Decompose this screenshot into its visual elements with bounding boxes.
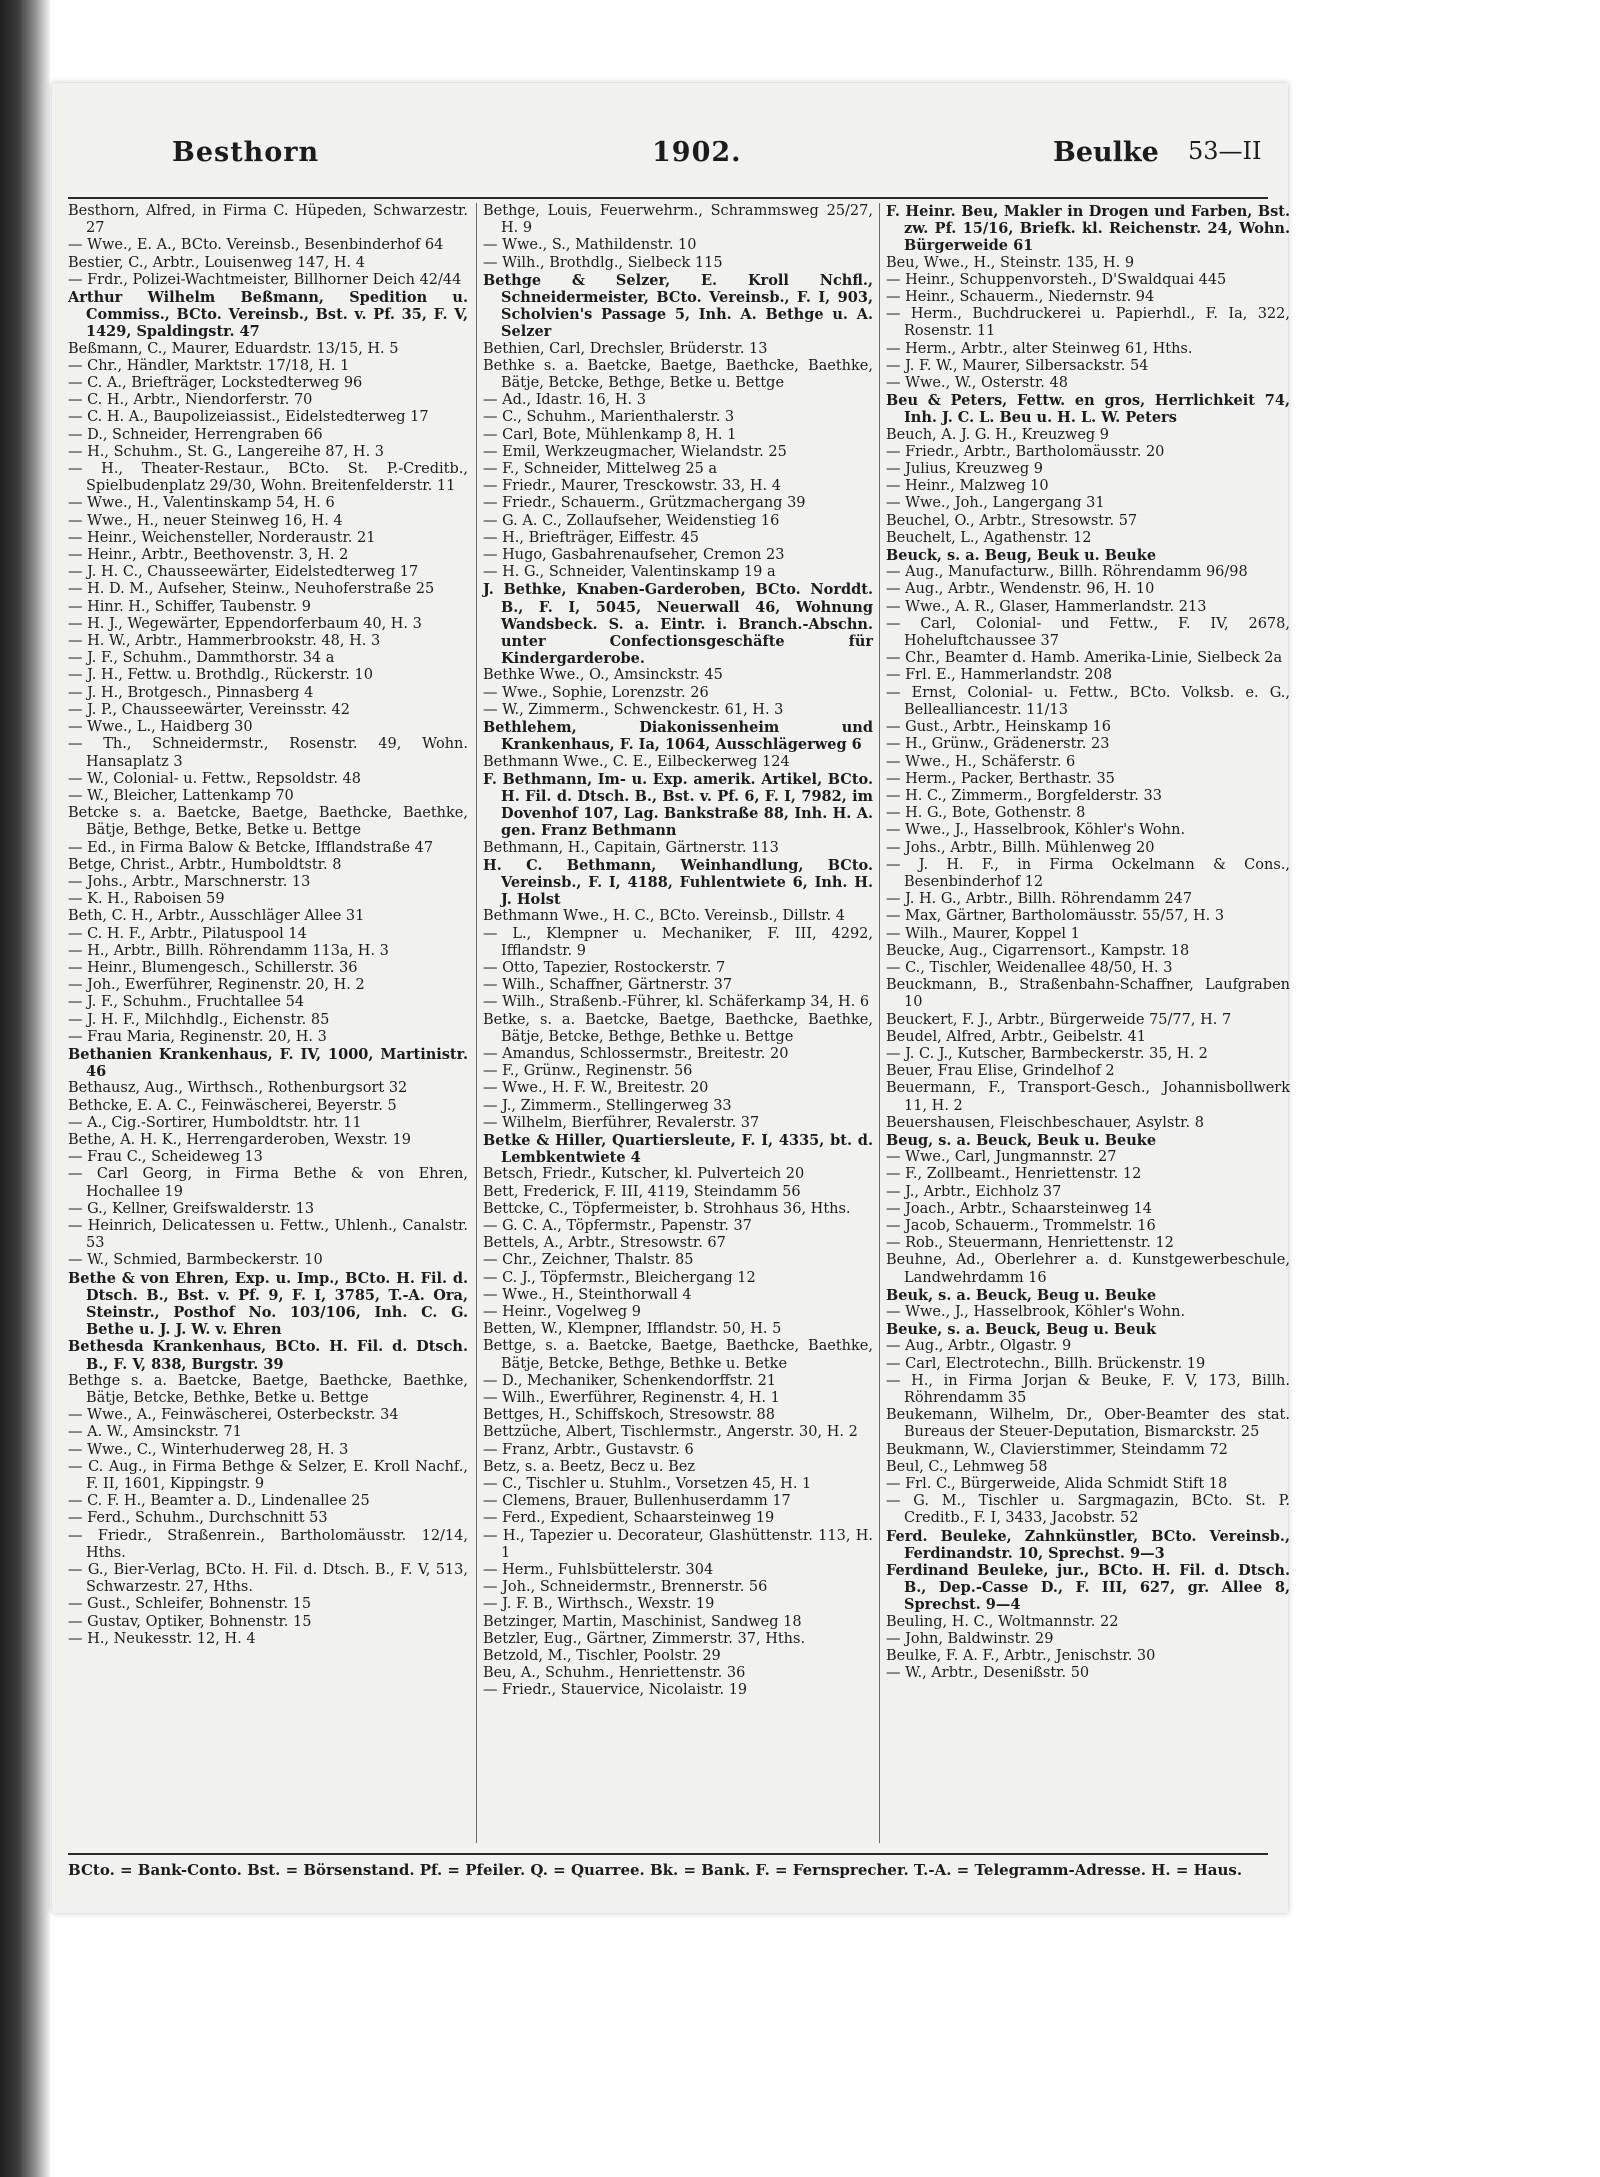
directory-entry: — Wilh., Ewerführer, Reginenstr. 4, H. 1 [483, 1390, 780, 1407]
directory-entry: Betz, s. a. Beetz, Becz u. Bez [483, 1458, 695, 1475]
column-3 [886, 203, 1290, 1843]
abbreviation-legend: BCto. = Bank-Conto. Bst. = Börsenstand. Pf. = Pfeiler. Q. = Quarree. Bk. = Bank. F. = Fernsprecher. T.-A. = Telegramm-Adresse. H. = Haus. [68, 1853, 1268, 1879]
directory-entry: — Frau C., Scheideweg 13 [68, 1149, 263, 1166]
directory-entry: — Ed., in Firma Balow & Betcke, Ifflandstraße 47 [68, 839, 434, 856]
directory-entry: — F., Schneider, Mittelweg 25 a [483, 461, 718, 478]
directory-entry: Beul, C., Lehmweg 58 [886, 1458, 1048, 1475]
directory-entry: Betzinger, Martin, Maschinist, Sandweg 18 [483, 1613, 802, 1630]
header-year: 1902. [652, 137, 742, 168]
directory-entry: Beuling, H. C., Woltmannstr. 22 [886, 1613, 1119, 1630]
column-2 [476, 203, 880, 1843]
directory-entry: — Heinr., Schuppenvorsteh., D'Swaldquai 445 [886, 271, 1227, 288]
directory-entry: Beuckmann, B., Straßenbahn-Schaffner, Laufgraben 10 [886, 977, 1290, 1011]
directory-entry: Bestier, C., Arbtr., Louisenweg 147, H. 4 [68, 254, 365, 271]
directory-entry: Bethe & von Ehren, Exp. u. Imp., BCto. H. Fil. d. Dtsch. B., Bst. v. Pf. 9, F. I, 3785, T.-A. Ora, Steinstr., Posthof No. 103/106, Inh. C. G. Bethe u. J. J. W. v. Ehren [68, 1269, 468, 1339]
directory-entry: — Chr., Zeichner, Thalstr. 85 [483, 1252, 694, 1269]
page-header [68, 127, 1268, 199]
directory-entry: — Aug., Manufacturw., Billh. Röhrendamm 96/98 [886, 564, 1248, 581]
directory-entry: Bethke Wwe., O., Amsinckstr. 45 [483, 667, 723, 684]
directory-entry: — Chr., Beamter d. Hamb. Amerika-Linie, Sielbeck 2a [886, 650, 1283, 667]
directory-entry: — Frdr., Polizei-Wachtmeister, Billhorner Deich 42/44 [68, 271, 462, 288]
directory-entry: — Gust., Arbtr., Heinskamp 16 [886, 719, 1111, 736]
directory-entry: — H. G., Schneider, Valentinskamp 19 a [483, 564, 776, 581]
directory-entry: — Joh., Schneidermstr., Brennerstr. 56 [483, 1579, 768, 1596]
directory-entry: — Julius, Kreuzweg 9 [886, 461, 1043, 478]
directory-entry: — Wwe., H., Valentinskamp 54, H. 6 [68, 495, 335, 512]
directory-entry: Beuke, s. a. Beuck, Beug u. Beuk [886, 1321, 1157, 1339]
directory-entry: — H., in Firma Jorjan & Beuke, F. V, 173, Billh. Röhrendamm 35 [886, 1372, 1290, 1407]
directory-entry: — J. F., Schuhm., Fruchtallee 54 [68, 994, 305, 1011]
directory-entry: — H., Tapezier u. Decorateur, Glashüttenstr. 113, H. 1 [483, 1527, 873, 1561]
directory-entry: — Friedr., Arbtr., Bartholomäusstr. 20 [886, 443, 1165, 460]
directory-entry: — C. H. A., Baupolizeiassist., Eidelstedterweg 17 [68, 409, 429, 426]
directory-entry: — W., Arbtr., Desenißstr. 50 [886, 1665, 1090, 1682]
directory-entry: Betge, Christ., Arbtr., Humboldtstr. 8 [68, 856, 342, 873]
directory-entry: — Wwe., Carl, Jungmannstr. 27 [886, 1149, 1117, 1166]
directory-entry: Bethmann Wwe., H. C., BCto. Vereinsb., Dillstr. 4 [483, 908, 845, 925]
directory-entry: — Wwe., L., Haidberg 30 [68, 719, 253, 736]
directory-entry: — A. W., Amsinckstr. 71 [68, 1424, 242, 1441]
directory-entry: — Carl, Colonial- und Fettw., F. IV, 2678, Hoheluftchaussee 37 [886, 615, 1290, 650]
directory-entry: — Wwe., W., Osterstr. 48 [886, 375, 1068, 392]
directory-entry: — H. D. M., Aufseher, Steinw., Neuhoferstraße 25 [68, 581, 435, 598]
directory-entry: — C. Aug., in Firma Bethge & Selzer, E. Kroll Nachf., F. II, 1601, Kippingstr. 9 [68, 1458, 468, 1493]
directory-entry: — Carl, Bote, Mühlenkamp 8, H. 1 [483, 426, 737, 443]
directory-entry: — Wilhelm, Bierführer, Revalerstr. 37 [483, 1114, 760, 1131]
directory-entry: J. Bethke, Knaben-Garderoben, BCto. Norddt. B., F. I, 5045, Neuerwall 46, Wohnung Wandsbeck. S. a. Eintr. i. Branch.-Abschn. unter Confectionsgeschäfte für Kindergarderobe. [483, 581, 873, 668]
directory-entry: Betke & Hiller, Quartiersleute, F. I, 4335, bt. d. Lembkentwiete 4 [483, 1131, 873, 1167]
directory-entry: — Rob., Steuermann, Henriettenstr. 12 [886, 1235, 1174, 1252]
directory-entry: — J. H. G., Arbtr., Billh. Röhrendamm 247 [886, 891, 1193, 908]
directory-entry: — Wilh., Schaffner, Gärtnerstr. 37 [483, 977, 733, 994]
directory-entry: — Heinrich, Delicatessen u. Fettw., Uhlenh., Canalstr. 53 [68, 1217, 468, 1252]
directory-entry: — Wwe., Joh., Langergang 31 [886, 495, 1105, 512]
directory-entry: Beuchel, O., Arbtr., Stresowstr. 57 [886, 512, 1138, 529]
directory-entry: — Heinr., Arbtr., Beethovenstr. 3, H. 2 [68, 547, 349, 564]
directory-entry: Arthur Wilhelm Beßmann, Spedition u. Commiss., BCto. Vereinsb., Bst. v. Pf. 35, F. V, 1429, Spaldingstr. 47 [68, 289, 468, 341]
directory-entry: Beu, A., Schuhm., Henriettenstr. 36 [483, 1665, 746, 1682]
directory-entry: — Frau Maria, Reginenstr. 20, H. 3 [68, 1028, 327, 1045]
directory-entry: — C. A., Briefträger, Lockstedterweg 96 [68, 375, 363, 392]
directory-entry: — H., Briefträger, Eiffestr. 45 [483, 529, 699, 546]
directory-entry: Beuchelt, L., Agathenstr. 12 [886, 529, 1092, 546]
directory-entry: F. Heinr. Beu, Makler in Drogen und Farben, Bst. zw. Pf. 15/16, Briefk. kl. Reichenstr. 24, Wohn. Bürgerweide 61 [886, 203, 1290, 255]
directory-entry: — Frl. E., Hammerlandstr. 208 [886, 667, 1113, 684]
directory-entry: Beuermann, F., Transport-Gesch., Johannisbollwerk 11, H. 2 [886, 1080, 1290, 1114]
directory-entry: — G., Bier-Verlag, BCto. H. Fil. d. Dtsch. B., F. V, 513, Schwarzestr. 27, Hths. [68, 1562, 468, 1596]
directory-entry: — Wwe., E. A., BCto. Vereinsb., Besenbinderhof 64 [68, 237, 444, 254]
directory-entry: — Hinr. H., Schiffer, Taubenstr. 9 [68, 598, 312, 615]
directory-entry: Betke, s. a. Baetcke, Baetge, Baethcke, Baethke, Bätje, Betcke, Bethge, Bethke u. Bettge [483, 1011, 873, 1045]
directory-entry: — Heinr., Blumengesch., Schillerstr. 36 [68, 959, 358, 976]
directory-entry: — Herm., Fuhlsbüttelerstr. 304 [483, 1562, 714, 1579]
directory-entry: Ferdinand Beuleke, jur., BCto. H. Fil. d. Dtsch. B., Dep.-Casse D., F. III, 627, gr. Allee 8, Sprechst. 9—4 [886, 1562, 1290, 1614]
directory-entry: Bethge, Louis, Feuerwehrm., Schrammsweg 25/27, H. 9 [483, 203, 873, 237]
directory-entry: — Heinr., Malzweg 10 [886, 478, 1049, 495]
directory-entry: — Otto, Tapezier, Rostockerstr. 7 [483, 959, 726, 976]
directory-entry: — C. H. F., Arbtr., Pilatuspool 14 [68, 925, 307, 942]
directory-entry: — Heinr., Schauerm., Niedernstr. 94 [886, 289, 1155, 306]
directory-entry: — Ad., Idastr. 16, H. 3 [483, 392, 646, 409]
directory-entry: — C. J., Töpfermstr., Bleichergang 12 [483, 1269, 756, 1286]
directory-entry: — Aug., Arbtr., Wendenstr. 96, H. 10 [886, 581, 1155, 598]
directory-entry: — Ferd., Schuhm., Durchschnitt 53 [68, 1510, 328, 1527]
directory-entry: — J. H., Fettw. u. Brothdlg., Rückerstr. 10 [68, 667, 373, 684]
directory-entry: — Frl. C., Bürgerweide, Alida Schmidt Stift 18 [886, 1476, 1228, 1493]
directory-entry: Bethanien Krankenhaus, F. IV, 1000, Martinistr. 46 [68, 1045, 468, 1081]
directory-entry: Bettcke, C., Töpfermeister, b. Strohhaus 36, Hths. [483, 1200, 851, 1217]
directory-entry: Beulke, F. A. F., Arbtr., Jenischstr. 30 [886, 1648, 1156, 1665]
directory-entry: Beuck, s. a. Beug, Beuk u. Beuke [886, 547, 1157, 565]
directory-entry: Beuhne, Ad., Oberlehrer a. d. Kunstgewerbeschule, Landwehrdamm 16 [886, 1252, 1290, 1286]
directory-entry: — C., Tischler u. Stuhlm., Vorsetzen 45, H. 1 [483, 1476, 812, 1493]
directory-entry: — W., Schmied, Barmbeckerstr. 10 [68, 1252, 323, 1269]
directory-entry: Beuer, Frau Elise, Grindelhof 2 [886, 1063, 1115, 1080]
directory-entry: — C. F. H., Beamter a. D., Lindenallee 25 [68, 1493, 370, 1510]
directory-entry: — J. F. B., Wirthsch., Wexstr. 19 [483, 1596, 715, 1613]
directory-entry: Ferd. Beuleke, Zahnkünstler, BCto. Vereinsb., Ferdinandstr. 10, Sprechst. 9—3 [886, 1527, 1290, 1562]
directory-entry: Beudel, Alfred, Arbtr., Geibelstr. 41 [886, 1028, 1147, 1045]
directory-entry: Bethien, Carl, Drechsler, Brüderstr. 13 [483, 340, 768, 357]
directory-entry: Bethcke, E. A. C., Feinwäscherei, Beyerstr. 5 [68, 1097, 397, 1114]
directory-entry: — Franz, Arbtr., Gustavstr. 6 [483, 1441, 694, 1458]
directory-entry: Bethke s. a. Baetcke, Baetge, Baethcke, Baethke, Bätje, Betcke, Bethge, Betke u. Bettge [483, 357, 873, 392]
directory-entry: — J. C. J., Kutscher, Barmbeckerstr. 35, H. 2 [886, 1045, 1208, 1062]
directory-entry: — Heinr., Weichensteller, Norderaustr. 21 [68, 529, 376, 546]
directory-entry: — C., Tischler, Weidenallee 48/50, H. 3 [886, 959, 1173, 976]
directory-entry: — W., Bleicher, Lattenkamp 70 [68, 787, 294, 804]
directory-entry: — Emil, Werkzeugmacher, Wielandstr. 25 [483, 443, 787, 460]
directory-entry: Bett, Frederick, F. III, 4119, Steindamm 56 [483, 1183, 801, 1200]
directory-entry: — Wilh., Maurer, Koppel 1 [886, 925, 1080, 942]
directory-entry: — G., Kellner, Greifswalderstr. 13 [68, 1200, 315, 1217]
directory-entry: Bethmann Wwe., C. E., Eilbeckerweg 124 [483, 753, 790, 770]
directory-entry: Bethe, A. H. K., Herrengarderoben, Wexstr. 19 [68, 1131, 411, 1148]
directory-entry: — J., Zimmerm., Stellingerweg 33 [483, 1097, 732, 1114]
directory-entry: Bettge, s. a. Baetcke, Baetge, Baethcke, Baethke, Bätje, Betcke, Bethge, Bethke u. Betke [483, 1338, 873, 1372]
directory-entry: Beu & Peters, Fettw. en gros, Herrlichkeit 74, Inh. J. C. L. Beu u. H. L. W. Peters [886, 392, 1290, 427]
directory-entry: — J. F., Schuhm., Dammthorstr. 34 a [68, 650, 335, 667]
directory-entry: — C. H., Arbtr., Niendorferstr. 70 [68, 392, 313, 409]
directory-entry: — J. H., Brotgesch., Pinnasberg 4 [68, 684, 314, 701]
directory-entry: — Friedr., Schauerm., Grützmachergang 39 [483, 495, 806, 512]
directory-entry: Bethlehem, Diakonissenheim und Krankenhaus, F. Ia, 1064, Ausschlägerweg 6 [483, 719, 873, 754]
directory-entry: Beth, C. H., Arbtr., Ausschläger Allee 31 [68, 908, 365, 925]
directory-entry: — Ernst, Colonial- u. Fettw., BCto. Volksb. e. G., Bellealliancestr. 11/13 [886, 684, 1290, 718]
directory-entry: Bettges, H., Schiffskoch, Stresowstr. 88 [483, 1407, 775, 1424]
directory-entry: Bethge & Selzer, E. Kroll Nchfl., Schneidermeister, BCto. Vereinsb., F. I, 903, Scholvien's Passage 5, Inh. A. Bethge u. A. Selzer [483, 271, 873, 341]
directory-entry: — F., Grünw., Reginenstr. 56 [483, 1063, 693, 1080]
directory-entry: — Carl Georg, in Firma Bethe & von Ehren, Hochallee 19 [68, 1166, 468, 1200]
directory-entry: — Friedr., Stauervice, Nicolaistr. 19 [483, 1682, 748, 1699]
directory-entry: — Johs., Arbtr., Billh. Mühlenweg 20 [886, 839, 1155, 856]
directory-entry: — Wwe., C., Winterhuderweg 28, H. 3 [68, 1441, 349, 1458]
directory-entry: — Ferd., Expedient, Schaarsteinweg 19 [483, 1510, 775, 1527]
directory-entry: — A., Cig.-Sortirer, Humboldtstr. htr. 11 [68, 1114, 362, 1131]
directory-entry: — Herm., Buchdruckerei u. Papierhdl., F. Ia, 322, Rosenstr. 11 [886, 306, 1290, 340]
directory-entry: — Wilh., Brothdlg., Sielbeck 115 [483, 254, 723, 271]
directory-entry: — Wwe., S., Mathildenstr. 10 [483, 237, 697, 254]
directory-entry: Beuk, s. a. Beuck, Beug u. Beuke [886, 1286, 1157, 1304]
directory-entry: — Clemens, Brauer, Bullenhuserdamm 17 [483, 1493, 791, 1510]
directory-entry: Beu, Wwe., H., Steinstr. 135, H. 9 [886, 254, 1135, 271]
directory-entry: — Heinr., Vogelweg 9 [483, 1304, 641, 1320]
directory-entry: — G. M., Tischler u. Sargmagazin, BCto. St. P. Creditb., F. I, 3433, Jacobstr. 52 [886, 1493, 1290, 1527]
directory-entry: — F., Zollbeamt., Henriettenstr. 12 [886, 1166, 1142, 1183]
directory-entry: — Wwe., A. R., Glaser, Hammerlandstr. 213 [886, 598, 1207, 615]
directory-entry: — Friedr., Straßenrein., Bartholomäusstr. 12/14, Hths. [68, 1527, 468, 1561]
directory-entry: Bettels, A., Arbtr., Stresowstr. 67 [483, 1235, 726, 1252]
directory-entry: — H., Grünw., Grädenerstr. 23 [886, 736, 1110, 753]
header-left-keyword: Besthorn [172, 137, 320, 168]
directory-entry: — Friedr., Maurer, Tresckowstr. 33, H. 4 [483, 478, 781, 495]
directory-entry: Bethmann, H., Capitain, Gärtnerstr. 113 [483, 839, 779, 856]
directory-entry: — Herm., Arbtr., alter Steinweg 61, Hths. [886, 340, 1193, 357]
directory-entry: Bethausz, Aug., Wirthsch., Rothenburgsort 32 [68, 1080, 408, 1097]
directory-entry: Besthorn, Alfred, in Firma C. Hüpeden, Schwarzestr. 27 [68, 203, 468, 237]
directory-entry: — Wwe., Sophie, Lorenzstr. 26 [483, 684, 709, 701]
directory-entry: Bettzüche, Albert, Tischlermstr., Angerstr. 30, H. 2 [483, 1424, 858, 1441]
directory-entry: Bethge s. a. Baetcke, Baetge, Baethcke, Baethke, Bätje, Betcke, Bethke, Betke u. Bettge [68, 1372, 468, 1407]
directory-entry: Betzler, Eug., Gärtner, Zimmerstr. 37, Hths. [483, 1630, 806, 1647]
directory-entry: Beuershausen, Fleischbeschauer, Asylstr. 8 [886, 1114, 1204, 1131]
header-right-keyword: Beulke [1053, 137, 1159, 168]
directory-entry: — K. H., Raboisen 59 [68, 891, 225, 908]
directory-entry: — J. H. F., Milchhdlg., Eichenstr. 85 [68, 1011, 330, 1028]
directory-entry: — H. C., Zimmerm., Borgfelderstr. 33 [886, 787, 1162, 804]
directory-entry: — D., Mechaniker, Schenkendorffstr. 21 [483, 1372, 777, 1389]
page-number: 53—II [1188, 137, 1262, 165]
directory-entry: Beucke, Aug., Cigarrensort., Kampstr. 18 [886, 942, 1190, 959]
directory-entry: — H. J., Wegewärter, Eppendorferbaum 40, H. 3 [68, 615, 422, 632]
directory-entry: — Herm., Packer, Berthastr. 35 [886, 770, 1115, 787]
directory-entry: Beukemann, Wilhelm, Dr., Ober-Beamter des stat. Bureaus der Steuer-Deputation, Bismarckstr. 25 [886, 1407, 1290, 1441]
directory-entry: Betten, W., Klempner, Ifflandstr. 50, H. 5 [483, 1321, 782, 1338]
directory-entry: H. C. Bethmann, Weinhandlung, BCto. Vereinsb., F. I, 4188, Fuhlentwiete 6, Inh. H. J. Holst [483, 856, 873, 909]
directory-entry: — Aug., Arbtr., Olgastr. 9 [886, 1338, 1072, 1355]
directory-entry: — Max, Gärtner, Bartholomäusstr. 55/57, H. 3 [886, 908, 1225, 925]
directory-entry: — Wwe., J., Hasselbrook, Köhler's Wohn. [886, 822, 1186, 839]
directory-entry: — C., Schuhm., Marienthalerstr. 3 [483, 409, 735, 426]
directory-entry: — J., Arbtr., Eichholz 37 [886, 1183, 1062, 1200]
directory-entry: — H., Arbtr., Billh. Röhrendamm 113a, H. 3 [68, 942, 389, 959]
directory-entry: Betsch, Friedr., Kutscher, kl. Pulverteich 20 [483, 1166, 805, 1183]
directory-entry: — Gustav, Optiker, Bohnenstr. 15 [68, 1613, 312, 1630]
directory-entry: — Wwe., H. F. W., Breitestr. 20 [483, 1080, 709, 1097]
directory-entry: Beuckert, F. J., Arbtr., Bürgerweide 75/77, H. 7 [886, 1011, 1232, 1028]
directory-entry: — Wwe., J., Hasselbrook, Köhler's Wohn. [886, 1304, 1186, 1320]
directory-entry: — Hugo, Gasbahrenaufseher, Cremon 23 [483, 547, 785, 564]
directory-entry: — Gust., Schleifer, Bohnenstr. 15 [68, 1596, 312, 1613]
directory-entry: Beßmann, C., Maurer, Eduardstr. 13/15, H. 5 [68, 340, 399, 357]
directory-entry: — J. P., Chausseewärter, Vereinsstr. 42 [68, 701, 350, 718]
directory-entry: — Johs., Arbtr., Marschnerstr. 13 [68, 873, 311, 890]
column-1 [68, 203, 468, 1843]
directory-entry: — H., Theater-Restaur., BCto. St. P.-Creditb., Spielbudenplatz 29/30, Wohn. Breitenfelderstr. 11 [68, 461, 468, 495]
directory-entry: Beuch, A. J. G. H., Kreuzweg 9 [886, 426, 1110, 443]
directory-entry: Beug, s. a. Beuck, Beuk u. Beuke [886, 1131, 1157, 1149]
directory-entry: — Wwe., H., Schäferstr. 6 [886, 753, 1076, 770]
directory-entry: — Chr., Händler, Marktstr. 17/18, H. 1 [68, 357, 350, 374]
directory-entry: — H., Schuhm., St. G., Langereihe 87, H. 3 [68, 443, 385, 460]
directory-entry: — Wwe., A., Feinwäscherei, Osterbeckstr. 34 [68, 1407, 399, 1424]
directory-entry: — Jacob, Schauerm., Trommelstr. 16 [886, 1217, 1156, 1234]
directory-entry: — Amandus, Schlossermstr., Breitestr. 20 [483, 1045, 789, 1062]
directory-entry: Betzold, M., Tischler, Poolstr. 29 [483, 1648, 721, 1665]
directory-entry: — J. F. W., Maurer, Silbersackstr. 54 [886, 357, 1149, 374]
directory-entry: — H. G., Bote, Gothenstr. 8 [886, 805, 1086, 822]
directory-entry: — Joach., Arbtr., Schaarsteinweg 14 [886, 1200, 1153, 1217]
directory-entry: F. Bethmann, Im- u. Exp. amerik. Artikel, BCto. H. Fil. d. Dtsch. B., Bst. v. Pf. 6, F. I, 7982, im Dovenhof 107, Lag. Bankstraße 88, Inh. H. A. gen. Franz Bethmann [483, 770, 873, 840]
directory-entry: — D., Schneider, Herrengraben 66 [68, 426, 323, 443]
directory-entry: — G. C. A., Töpfermstr., Papenstr. 37 [483, 1217, 752, 1234]
directory-entry: — J. H. C., Chausseewärter, Eidelstedterweg 17 [68, 564, 419, 581]
directory-entry: — Wwe., H., Steinthorwall 4 [483, 1286, 692, 1303]
directory-entry: — W., Zimmerm., Schwenckestr. 61, H. 3 [483, 701, 784, 718]
directory-entry: — John, Baldwinstr. 29 [886, 1630, 1054, 1647]
directory-entry: — L., Klempner u. Mechaniker, F. III, 4292, Ifflandstr. 9 [483, 925, 873, 959]
directory-entry: — Wwe., H., neuer Steinweg 16, H. 4 [68, 512, 343, 529]
scan-edge [0, 0, 50, 2177]
directory-entry: — Wilh., Straßenb.-Führer, kl. Schäferkamp 34, H. 6 [483, 994, 870, 1011]
directory-entry: Bethesda Krankenhaus, BCto. H. Fil. d. Dtsch. B., F. V, 838, Burgstr. 39 [68, 1338, 468, 1373]
directory-entry: — Carl, Electrotechn., Billh. Brückenstr. 19 [886, 1355, 1206, 1372]
directory-entry: Beukmann, W., Clavierstimmer, Steindamm 72 [886, 1441, 1228, 1458]
directory-page [52, 83, 1288, 1913]
directory-entry: — H., Neukesstr. 12, H. 4 [68, 1630, 256, 1647]
directory-entry: — Joh., Ewerführer, Reginenstr. 20, H. 2 [68, 977, 365, 994]
directory-entry: — Th., Schneidermstr., Rosenstr. 49, Wohn. Hansaplatz 3 [68, 736, 468, 770]
directory-entry: — H. W., Arbtr., Hammerbrookstr. 48, H. 3 [68, 633, 381, 650]
directory-entry: — G. A. C., Zollaufseher, Weidenstieg 16 [483, 512, 780, 529]
directory-entry: — W., Colonial- u. Fettw., Repsoldstr. 48 [68, 770, 361, 787]
directory-entry: Betcke s. a. Baetcke, Baetge, Baethcke, Baethke, Bätje, Bethge, Betke, Betke u. Bettge [68, 805, 468, 839]
directory-entry: — J. H. F., in Firma Ockelmann & Cons., Besenbinderhof 12 [886, 856, 1290, 890]
